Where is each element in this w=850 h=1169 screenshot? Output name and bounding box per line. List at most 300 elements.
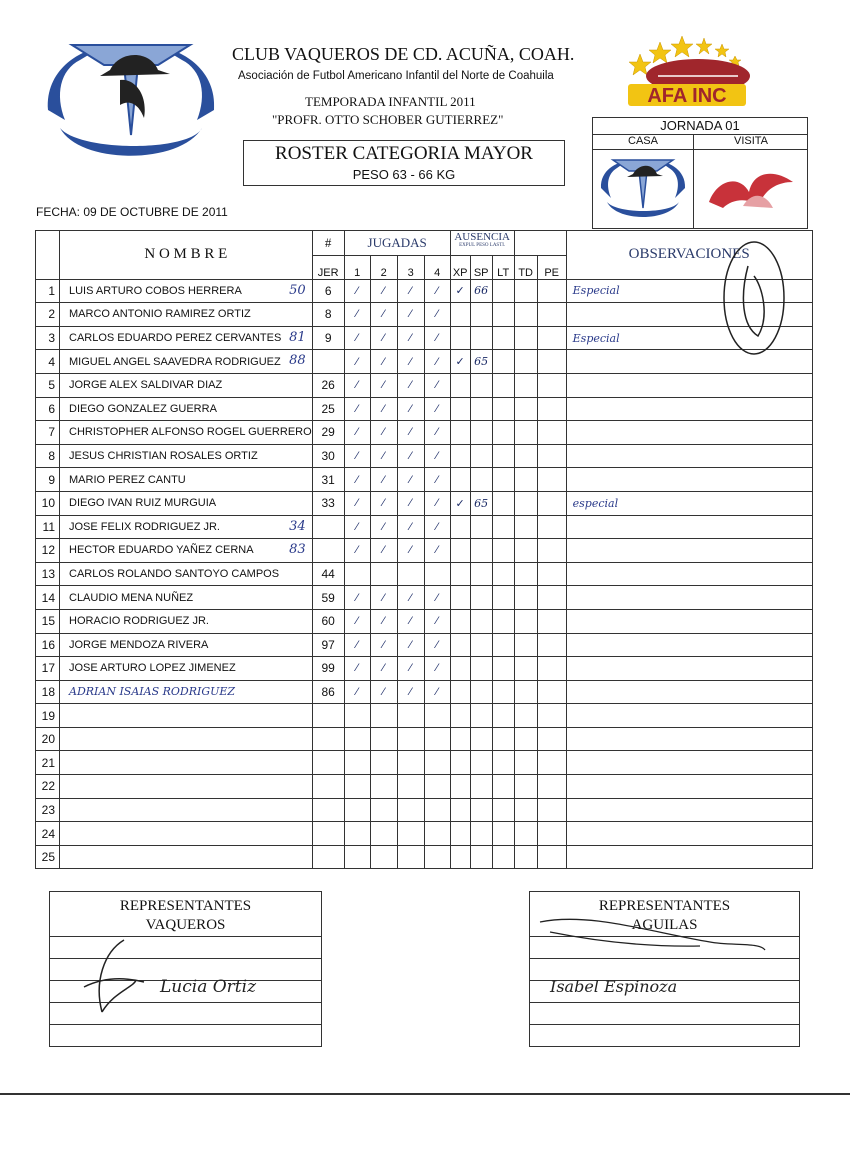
play-mark (344, 562, 370, 586)
sp-cell (470, 444, 492, 468)
player-name-text: JOSE ARTURO LOPEZ JIMENEZ (69, 662, 236, 675)
row-number: 21 (36, 751, 60, 775)
jersey-number: 44 (312, 562, 344, 586)
player-handwritten-number: 34 (289, 518, 306, 534)
row-number: 14 (36, 586, 60, 610)
lt-cell (492, 350, 514, 374)
jersey-number: 60 (312, 609, 344, 633)
play-mark: ⁄ (397, 350, 424, 374)
jersey-number (312, 350, 344, 374)
sp-header: SP (470, 256, 492, 280)
lt-cell (492, 633, 514, 657)
association-subtitle: Asociación de Futbol Americano Infantil del Norte de Coahuila (238, 70, 554, 82)
play-mark: ⁄ (370, 350, 397, 374)
play-mark: ⁄ (424, 468, 450, 492)
pe-header: PE (537, 256, 566, 280)
play-mark (344, 727, 370, 751)
play-mark: ⁄ (424, 515, 450, 539)
play-mark (424, 704, 450, 728)
play-mark (370, 822, 397, 846)
ausencia-label: AUSENCIA (454, 231, 510, 243)
pe-cell (537, 326, 566, 350)
play-mark: ⁄ (370, 397, 397, 421)
observation-cell (566, 680, 812, 704)
td-cell (514, 444, 537, 468)
afa-logo (620, 34, 760, 110)
home-rep-team: VAQUEROS (145, 917, 226, 933)
xp-cell (450, 609, 470, 633)
play-mark: ⁄ (370, 633, 397, 657)
player-name (60, 822, 313, 846)
home-representatives-box (49, 891, 322, 1047)
jersey-number: 26 (312, 373, 344, 397)
pe-cell (537, 303, 566, 327)
pe-cell (537, 444, 566, 468)
jersey-header-top: # (312, 231, 344, 256)
play-mark: ⁄ (424, 326, 450, 350)
pe-cell (537, 562, 566, 586)
row-number: 11 (36, 515, 60, 539)
play-mark (370, 845, 397, 869)
pe-cell (537, 609, 566, 633)
td-cell (514, 303, 537, 327)
play-mark: ⁄ (424, 350, 450, 374)
player-name-text: ADRIAN ISAIAS RODRIGUEZ (69, 685, 236, 699)
xp-cell (450, 303, 470, 327)
player-name (60, 775, 313, 799)
lt-cell (492, 421, 514, 445)
play-mark: ⁄ (344, 515, 370, 539)
play-mark (344, 751, 370, 775)
play-mark: ⁄ (397, 303, 424, 327)
pe-cell (537, 397, 566, 421)
player-handwritten-number: 88 (289, 353, 306, 369)
td-cell (514, 727, 537, 751)
sp-cell (470, 326, 492, 350)
player-name-text: JESUS CHRISTIAN ROSALES ORTIZ (69, 450, 258, 463)
player-name (60, 326, 313, 350)
td-cell (514, 680, 537, 704)
lt-cell (492, 444, 514, 468)
sp-cell (470, 373, 492, 397)
ausencia-sub-label: EXPUL PESO LASTI. (459, 243, 506, 248)
table-row (36, 633, 813, 657)
player-name (60, 444, 313, 468)
play-mark: ⁄ (344, 279, 370, 303)
table-row (36, 798, 813, 822)
td-cell (514, 350, 537, 374)
sp-cell (470, 515, 492, 539)
play-mark (397, 751, 424, 775)
xp-cell (450, 373, 470, 397)
xp-cell (450, 444, 470, 468)
table-row (36, 468, 813, 492)
table-row (36, 326, 813, 350)
play-mark (424, 798, 450, 822)
xp-cell (450, 680, 470, 704)
row-number: 5 (36, 373, 60, 397)
row-number: 3 (36, 326, 60, 350)
row-number: 18 (36, 680, 60, 704)
sp-cell: 65 (470, 491, 492, 515)
xp-cell: ✓ (450, 279, 470, 303)
td-cell (514, 491, 537, 515)
player-name (60, 680, 313, 704)
observation-cell (566, 373, 812, 397)
row-number: 4 (36, 350, 60, 374)
player-name-text: HECTOR EDUARDO YAÑEZ CERNA (69, 544, 254, 557)
observation-cell (566, 586, 812, 610)
player-name (60, 798, 313, 822)
away-team-logo (703, 162, 799, 218)
jersey-number: 59 (312, 586, 344, 610)
xp-cell (450, 798, 470, 822)
sp-cell (470, 562, 492, 586)
jersey-number (312, 751, 344, 775)
player-name-text: DIEGO IVAN RUIZ MURGUIA (69, 497, 217, 510)
observations-signature (718, 236, 790, 358)
play-mark: ⁄ (397, 609, 424, 633)
lt-cell (492, 586, 514, 610)
sp-cell (470, 303, 492, 327)
play-mark: ⁄ (424, 491, 450, 515)
table-row (36, 845, 813, 869)
play-mark: ⁄ (370, 680, 397, 704)
observation-cell (566, 515, 812, 539)
play-mark: ⁄ (344, 303, 370, 327)
table-row (36, 562, 813, 586)
pe-cell (537, 680, 566, 704)
pe-cell (537, 657, 566, 681)
play-mark (424, 775, 450, 799)
player-name-text: JOSE FELIX RODRIGUEZ JR. (69, 520, 220, 533)
away-label: VISITA (693, 135, 808, 150)
jersey-number (312, 822, 344, 846)
play-mark: ⁄ (370, 586, 397, 610)
player-name (60, 586, 313, 610)
row-number: 9 (36, 468, 60, 492)
play-mark (344, 704, 370, 728)
xp-cell: ✓ (450, 350, 470, 374)
play-mark: ⁄ (424, 680, 450, 704)
observation-cell: Especial (566, 279, 812, 303)
player-name-text: HORACIO RODRIGUEZ JR. (69, 615, 209, 628)
honoree-title: "PROFR. OTTO SCHOBER GUTIERREZ" (272, 112, 504, 127)
player-name-text: MARIO PEREZ CANTU (69, 473, 186, 486)
row-number: 1 (36, 279, 60, 303)
play-mark: ⁄ (397, 539, 424, 563)
jersey-number (312, 727, 344, 751)
play-mark (370, 727, 397, 751)
td-cell (514, 421, 537, 445)
pe-cell (537, 822, 566, 846)
play-mark: ⁄ (344, 350, 370, 374)
row-number: 6 (36, 397, 60, 421)
sp-cell (470, 633, 492, 657)
observation-cell (566, 822, 812, 846)
jersey-number (312, 798, 344, 822)
lt-cell (492, 727, 514, 751)
pe-cell (537, 279, 566, 303)
pe-cell (537, 798, 566, 822)
sp-cell (470, 845, 492, 869)
index-header (36, 231, 60, 280)
table-row (36, 373, 813, 397)
td-cell (514, 539, 537, 563)
jersey-number: 86 (312, 680, 344, 704)
play-mark: ⁄ (370, 539, 397, 563)
home-rep-signature-mark (74, 932, 154, 1032)
lt-cell (492, 491, 514, 515)
player-name (60, 468, 313, 492)
player-handwritten-number: 81 (289, 329, 306, 345)
td-cell (514, 468, 537, 492)
play-mark: ⁄ (397, 421, 424, 445)
play-mark: ⁄ (424, 586, 450, 610)
row-number: 7 (36, 421, 60, 445)
lt-cell (492, 539, 514, 563)
sp-cell (470, 798, 492, 822)
play-mark: ⁄ (370, 609, 397, 633)
play-mark: ⁄ (397, 468, 424, 492)
xp-cell (450, 751, 470, 775)
jornada-title: JORNADA 01 (593, 118, 807, 135)
td-header: TD (514, 256, 537, 280)
weight-class: PESO 63 - 66 KG (352, 167, 456, 182)
pe-cell (537, 751, 566, 775)
td-cell (514, 822, 537, 846)
table-row (36, 515, 813, 539)
lt-cell (492, 326, 514, 350)
jersey-number: 33 (312, 491, 344, 515)
sp-cell (470, 539, 492, 563)
sp-cell (470, 468, 492, 492)
play-mark: ⁄ (424, 444, 450, 468)
play-mark: ⁄ (344, 468, 370, 492)
observation-cell (566, 727, 812, 751)
player-name-text: CHRISTOPHER ALFONSO ROGEL GUERRERO (69, 426, 312, 439)
player-name (60, 633, 313, 657)
xp-cell (450, 586, 470, 610)
lt-cell (492, 515, 514, 539)
pe-cell (537, 491, 566, 515)
observation-cell (566, 468, 812, 492)
xp-cell (450, 657, 470, 681)
season-title: TEMPORADA INFANTIL 2011 (305, 94, 476, 109)
td-cell (514, 515, 537, 539)
play-mark (370, 775, 397, 799)
play-mark: ⁄ (370, 657, 397, 681)
observation-cell (566, 562, 812, 586)
play-mark: ⁄ (397, 491, 424, 515)
table-row (36, 609, 813, 633)
play-mark (397, 562, 424, 586)
lt-cell (492, 680, 514, 704)
row-number: 17 (36, 657, 60, 681)
jersey-number: 9 (312, 326, 344, 350)
play-mark: ⁄ (424, 633, 450, 657)
jersey-number: 31 (312, 468, 344, 492)
xp-cell (450, 421, 470, 445)
pe-cell (537, 704, 566, 728)
lt-cell (492, 609, 514, 633)
td-cell (514, 326, 537, 350)
play-mark: ⁄ (397, 444, 424, 468)
home-rep-title: REPRESENTANTES (119, 898, 252, 914)
jersey-number (312, 515, 344, 539)
player-name-text: LUIS ARTURO COBOS HERRERA (69, 284, 242, 297)
play-mark (397, 775, 424, 799)
home-rep-signature: Lucia Ortiz (160, 977, 257, 997)
lt-cell (492, 822, 514, 846)
play-mark (397, 845, 424, 869)
play-mark: ⁄ (397, 680, 424, 704)
lt-cell (492, 397, 514, 421)
observation-cell (566, 609, 812, 633)
roster-title: ROSTER CATEGORIA MAYOR (275, 143, 533, 164)
pe-cell (537, 845, 566, 869)
observation-cell (566, 704, 812, 728)
xp-header: XP (450, 256, 470, 280)
row-number: 15 (36, 609, 60, 633)
table-row (36, 397, 813, 421)
name-header: N O M B R E (60, 231, 313, 280)
vaqueros-logo (40, 40, 222, 160)
play-3-header: 3 (397, 256, 424, 280)
observation-cell (566, 657, 812, 681)
play-mark: ⁄ (397, 633, 424, 657)
table-row (36, 680, 813, 704)
pe-cell (537, 633, 566, 657)
td-cell (514, 704, 537, 728)
player-name (60, 515, 313, 539)
jersey-number: 6 (312, 279, 344, 303)
jornada-box (592, 117, 808, 229)
xp-cell (450, 326, 470, 350)
away-representatives-box (529, 891, 800, 1047)
row-number: 2 (36, 303, 60, 327)
player-handwritten-number: 83 (289, 542, 306, 558)
ausencia-header (450, 231, 514, 256)
table-row (36, 279, 813, 303)
play-mark (424, 562, 450, 586)
td-cell (514, 279, 537, 303)
play-mark (370, 751, 397, 775)
player-name (60, 751, 313, 775)
observation-cell (566, 798, 812, 822)
play-mark (424, 751, 450, 775)
observation-cell (566, 421, 812, 445)
play-mark (397, 798, 424, 822)
observation-cell (566, 751, 812, 775)
lt-cell (492, 303, 514, 327)
play-mark: ⁄ (370, 421, 397, 445)
jersey-number (312, 775, 344, 799)
row-number: 8 (36, 444, 60, 468)
xp-cell (450, 539, 470, 563)
pe-cell (537, 373, 566, 397)
away-rep-signature: Isabel Espinoza (550, 977, 678, 996)
table-row (36, 586, 813, 610)
play-mark: ⁄ (397, 586, 424, 610)
play-mark: ⁄ (344, 326, 370, 350)
table-row (36, 444, 813, 468)
play-mark (344, 775, 370, 799)
player-name-text: CLAUDIO MENA NUÑEZ (69, 591, 194, 604)
lt-cell (492, 279, 514, 303)
play-mark: ⁄ (424, 539, 450, 563)
lt-cell (492, 704, 514, 728)
play-mark: ⁄ (344, 633, 370, 657)
lt-cell (492, 798, 514, 822)
table-row (36, 775, 813, 799)
td-cell (514, 609, 537, 633)
observation-cell (566, 444, 812, 468)
play-mark: ⁄ (370, 515, 397, 539)
play-mark: ⁄ (397, 515, 424, 539)
play-mark (424, 845, 450, 869)
row-number: 13 (36, 562, 60, 586)
date-label: FECHA: 09 DE OCTUBRE DE 2011 (36, 205, 228, 219)
play-mark: ⁄ (424, 657, 450, 681)
sp-cell (470, 586, 492, 610)
td-cell (514, 751, 537, 775)
sp-cell (470, 421, 492, 445)
td-cell (514, 586, 537, 610)
pe-cell (537, 539, 566, 563)
player-name (60, 657, 313, 681)
play-mark: ⁄ (344, 444, 370, 468)
sp-cell (470, 822, 492, 846)
play-mark: ⁄ (344, 397, 370, 421)
xp-cell: ✓ (450, 491, 470, 515)
table-row (36, 657, 813, 681)
td-cell (514, 798, 537, 822)
row-number: 23 (36, 798, 60, 822)
play-mark: ⁄ (344, 680, 370, 704)
pe-cell (537, 727, 566, 751)
row-number: 22 (36, 775, 60, 799)
xp-cell (450, 562, 470, 586)
observation-cell: Especial (566, 326, 812, 350)
play-mark (397, 704, 424, 728)
xp-cell (450, 633, 470, 657)
player-name-text: MARCO ANTONIO RAMIREZ ORTIZ (69, 308, 251, 321)
table-row (36, 350, 813, 374)
table-row (36, 822, 813, 846)
play-mark: ⁄ (344, 609, 370, 633)
play-mark (397, 822, 424, 846)
pe-cell (537, 515, 566, 539)
home-team-logo (597, 158, 689, 222)
sp-cell (470, 751, 492, 775)
play-mark (344, 798, 370, 822)
play-mark: ⁄ (397, 397, 424, 421)
table-row (36, 303, 813, 327)
td-cell (514, 373, 537, 397)
row-number: 10 (36, 491, 60, 515)
play-mark: ⁄ (397, 373, 424, 397)
jugadas-header: JUGADAS (344, 231, 450, 256)
sp-cell: 66 (470, 279, 492, 303)
pe-cell (537, 468, 566, 492)
row-number: 20 (36, 727, 60, 751)
play-mark (397, 727, 424, 751)
play-mark: ⁄ (344, 491, 370, 515)
table-row (36, 727, 813, 751)
sp-cell (470, 397, 492, 421)
play-mark: ⁄ (370, 491, 397, 515)
